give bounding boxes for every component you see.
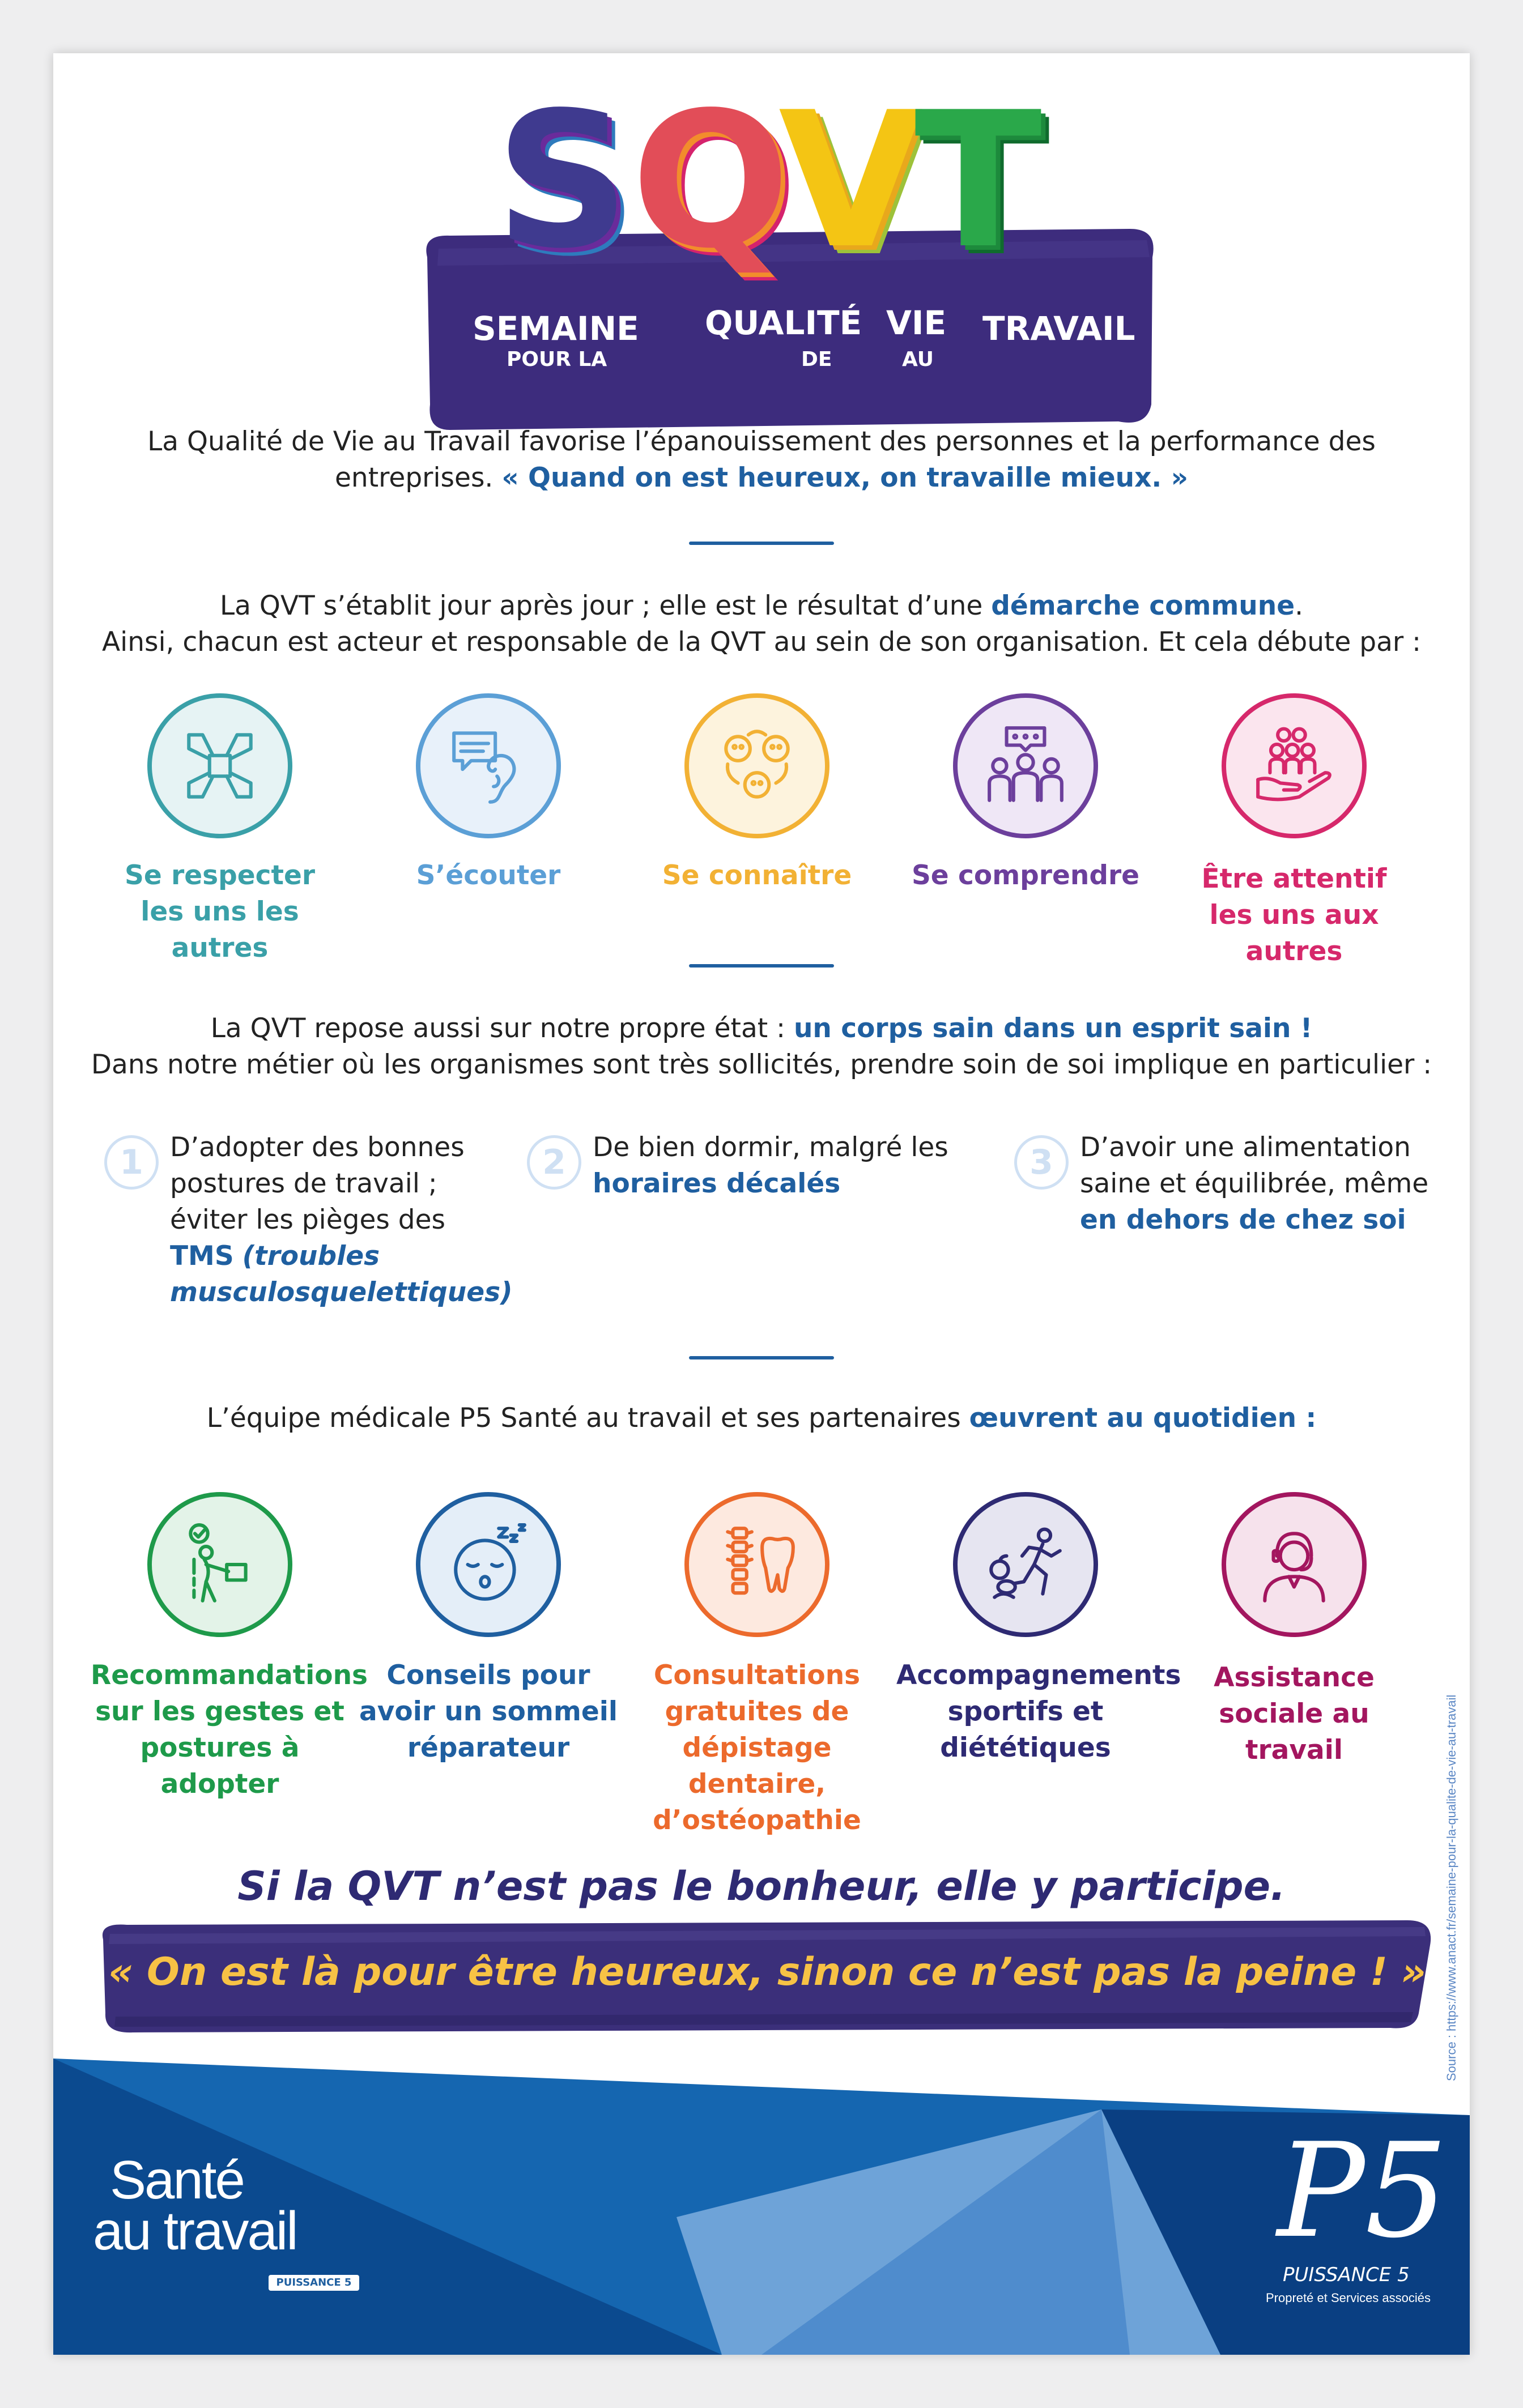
point-3-number: 3 <box>1014 1135 1069 1190</box>
service-postures-line-1: Recommandations <box>91 1660 368 1691</box>
service-sport-circle <box>953 1492 1098 1637</box>
point-3-line-2: saine et équilibrée, même <box>1080 1168 1429 1199</box>
intro-line-2: entreprises. <box>334 462 494 493</box>
point-3-text <box>1080 1130 1429 1238</box>
qvt-line-2: Ainsi, chacun est acteur et responsable de la QVT au sein de son organisation. Et cela débute par : <box>101 626 1421 658</box>
attitude-care-line-1: Être attentif <box>1201 863 1387 894</box>
qvt-text <box>53 588 1470 660</box>
attitude-understand-line-1: Se comprendre <box>911 860 1140 891</box>
service-sleep-line-3: réparateur <box>407 1732 570 1763</box>
health-line-1: La QVT repose aussi sur notre propre état : <box>210 1013 785 1044</box>
point-2-highlight: horaires décalés <box>593 1168 841 1199</box>
attitude-respect-line-2: les uns les autres <box>141 896 299 964</box>
logo-letter-s: S <box>495 72 630 289</box>
sante-tag: PUISSANCE 5 <box>269 2275 359 2291</box>
posture-lifting-icon <box>177 1521 263 1608</box>
group-discussion-icon <box>982 723 1069 809</box>
service-social-line-2: sociale au <box>1219 1698 1369 1729</box>
health-text <box>53 1011 1470 1083</box>
au-travail-word: au travail <box>93 2201 297 2261</box>
logo-letter-v: V <box>778 72 924 289</box>
point-1-tms: TMS <box>170 1241 234 1272</box>
logo-word-au: AU <box>902 348 934 371</box>
service-consult-line-1: Consultations <box>653 1660 861 1691</box>
logo-word-vie: VIE <box>886 304 947 342</box>
service-sport-line-2: sportifs et <box>947 1696 1104 1727</box>
service-sport-line-1: Accompagnements <box>896 1660 1181 1691</box>
point-3-highlight: en dehors de chez soi <box>1080 1204 1406 1235</box>
point-1-msk: musculosquelettiques) <box>170 1277 513 1308</box>
point-2-text <box>593 1130 948 1202</box>
logo-word-qualite: QUALITÉ <box>705 304 862 342</box>
spine-tooth-icon <box>714 1521 800 1608</box>
source-link[interactable]: Source : https://www.anact.fr/semaine-pour-la-qualite-de-vie-au-travail <box>1444 1694 1458 2081</box>
point-2-line-1: De bien dormir, malgré les <box>593 1132 948 1163</box>
sante-au-travail-logo <box>87 2149 359 2308</box>
divider-2 <box>689 964 834 968</box>
logo-letter-t: T <box>914 72 1043 289</box>
attitude-know-circle <box>684 693 829 838</box>
attitude-understand-circle <box>953 693 1098 838</box>
faces-cycle-icon <box>714 723 800 809</box>
service-sleep-line-2: avoir un sommeil <box>359 1696 618 1727</box>
service-postures-line-2: sur les gestes et <box>95 1696 344 1727</box>
p5-mark: P5 <box>1277 2116 1448 2267</box>
attitude-listen-label <box>359 858 618 894</box>
poster <box>53 53 1470 2355</box>
attitude-understand-label <box>896 858 1155 894</box>
logo-letter-q: Q <box>631 72 790 289</box>
service-social-line-1: Assistance <box>1214 1662 1375 1693</box>
service-sleep-line-1: Conseils pour <box>386 1660 590 1691</box>
quote-banner <box>93 1917 1441 2036</box>
service-consult-line-4: d’ostéopathie <box>653 1805 861 1836</box>
service-sport-label <box>896 1657 1181 1766</box>
puissance-5-logo <box>1266 2116 1453 2313</box>
runner-fruit-icon <box>982 1521 1069 1608</box>
service-consult-label <box>628 1657 886 1839</box>
health-line-2: Dans notre métier où les organismes sont très sollicités, prendre soin de soi implique en particulier : <box>91 1049 1432 1080</box>
p5-name: PUISSANCE 5 <box>1283 2264 1410 2286</box>
point-2-number: 2 <box>527 1135 581 1190</box>
service-postures-line-3: postures à adopter <box>140 1732 300 1800</box>
qvt-line-1: La QVT s’établit jour après jour ; elle est le résultat d’une <box>219 590 983 621</box>
footer <box>53 2058 1470 2355</box>
point-1-line-1: D’adopter des bonnes <box>170 1132 465 1163</box>
attitude-care-circle <box>1222 693 1367 838</box>
slogan: Si la QVT n’est pas le bonheur, elle y participe. <box>237 1863 1286 1910</box>
points-row <box>53 1130 1470 1316</box>
service-sleep-circle <box>416 1492 561 1637</box>
logo-word-travail: TRAVAIL <box>982 309 1135 348</box>
intro-quote: « Quand on est heureux, on travaille mieux. » <box>501 462 1189 493</box>
attitude-care-label <box>1165 861 1423 970</box>
qvt-line-1-end: . <box>1295 590 1304 621</box>
logo-word-semaine: SEMAINE <box>473 309 639 348</box>
attitude-respect-line-1: Se respecter <box>124 860 316 891</box>
p5-description: Propreté et Services associés <box>1266 2291 1431 2305</box>
service-consult-line-3: dépistage dentaire, <box>682 1732 832 1800</box>
intro-line-1: La Qualité de Vie au Travail favorise l’épanouissement des personnes et la performance des <box>147 426 1376 457</box>
qvt-highlight: démarche commune <box>991 590 1295 621</box>
attitude-listen-line-1: S’écouter <box>416 860 561 891</box>
point-1-line-2: postures de travail ; <box>170 1168 437 1199</box>
divider-1 <box>689 542 834 545</box>
team-highlight: œuvrent au quotidien : <box>969 1403 1317 1434</box>
health-highlight: un corps sain dans un esprit sain ! <box>793 1013 1313 1044</box>
service-social-circle <box>1222 1492 1367 1637</box>
point-3-line-1: D’avoir une alimentation <box>1080 1132 1411 1163</box>
point-1-line-3: éviter les pièges des <box>170 1204 446 1235</box>
attitude-care-line-2: les uns aux autres <box>1209 900 1379 967</box>
service-consult-circle <box>684 1492 829 1637</box>
team-text <box>53 1400 1470 1437</box>
sante-word: Santé <box>110 2150 244 2210</box>
point-1-troubles: (troubles <box>242 1241 380 1272</box>
service-postures-circle <box>147 1492 292 1637</box>
attitude-know-label <box>628 858 886 894</box>
service-consult-line-2: gratuites de <box>665 1696 849 1727</box>
banner-quote: « On est là pour être heureux, sinon ce n’est pas la peine ! » <box>108 1950 1426 1994</box>
divider-3 <box>689 1356 834 1359</box>
sleeping-face-icon <box>445 1521 531 1608</box>
attitude-listen-circle <box>416 693 561 838</box>
intro-text <box>53 424 1470 496</box>
caring-hand-icon <box>1251 723 1337 809</box>
social-assistant-icon <box>1251 1521 1337 1608</box>
point-1-text <box>170 1130 513 1311</box>
hands-circle-icon <box>177 723 263 809</box>
service-sport-line-3: diététiques <box>940 1732 1111 1763</box>
sqvt-logo <box>416 72 1164 438</box>
attitude-know-line-1: Se connaître <box>662 860 852 891</box>
listening-ear-icon <box>445 723 531 809</box>
team-line: L’équipe médicale P5 Santé au travail et ses partenaires <box>206 1403 961 1434</box>
service-social-label <box>1165 1660 1423 1768</box>
service-sleep-label <box>359 1657 618 1766</box>
logo-word-pour-la: POUR LA <box>507 348 607 371</box>
point-1-number: 1 <box>104 1135 159 1190</box>
attitude-respect-circle <box>147 693 292 838</box>
logo-word-de: DE <box>801 348 832 371</box>
service-postures-label <box>91 1657 368 1802</box>
service-social-line-3: travail <box>1245 1734 1343 1766</box>
attitude-respect-label <box>91 858 349 966</box>
